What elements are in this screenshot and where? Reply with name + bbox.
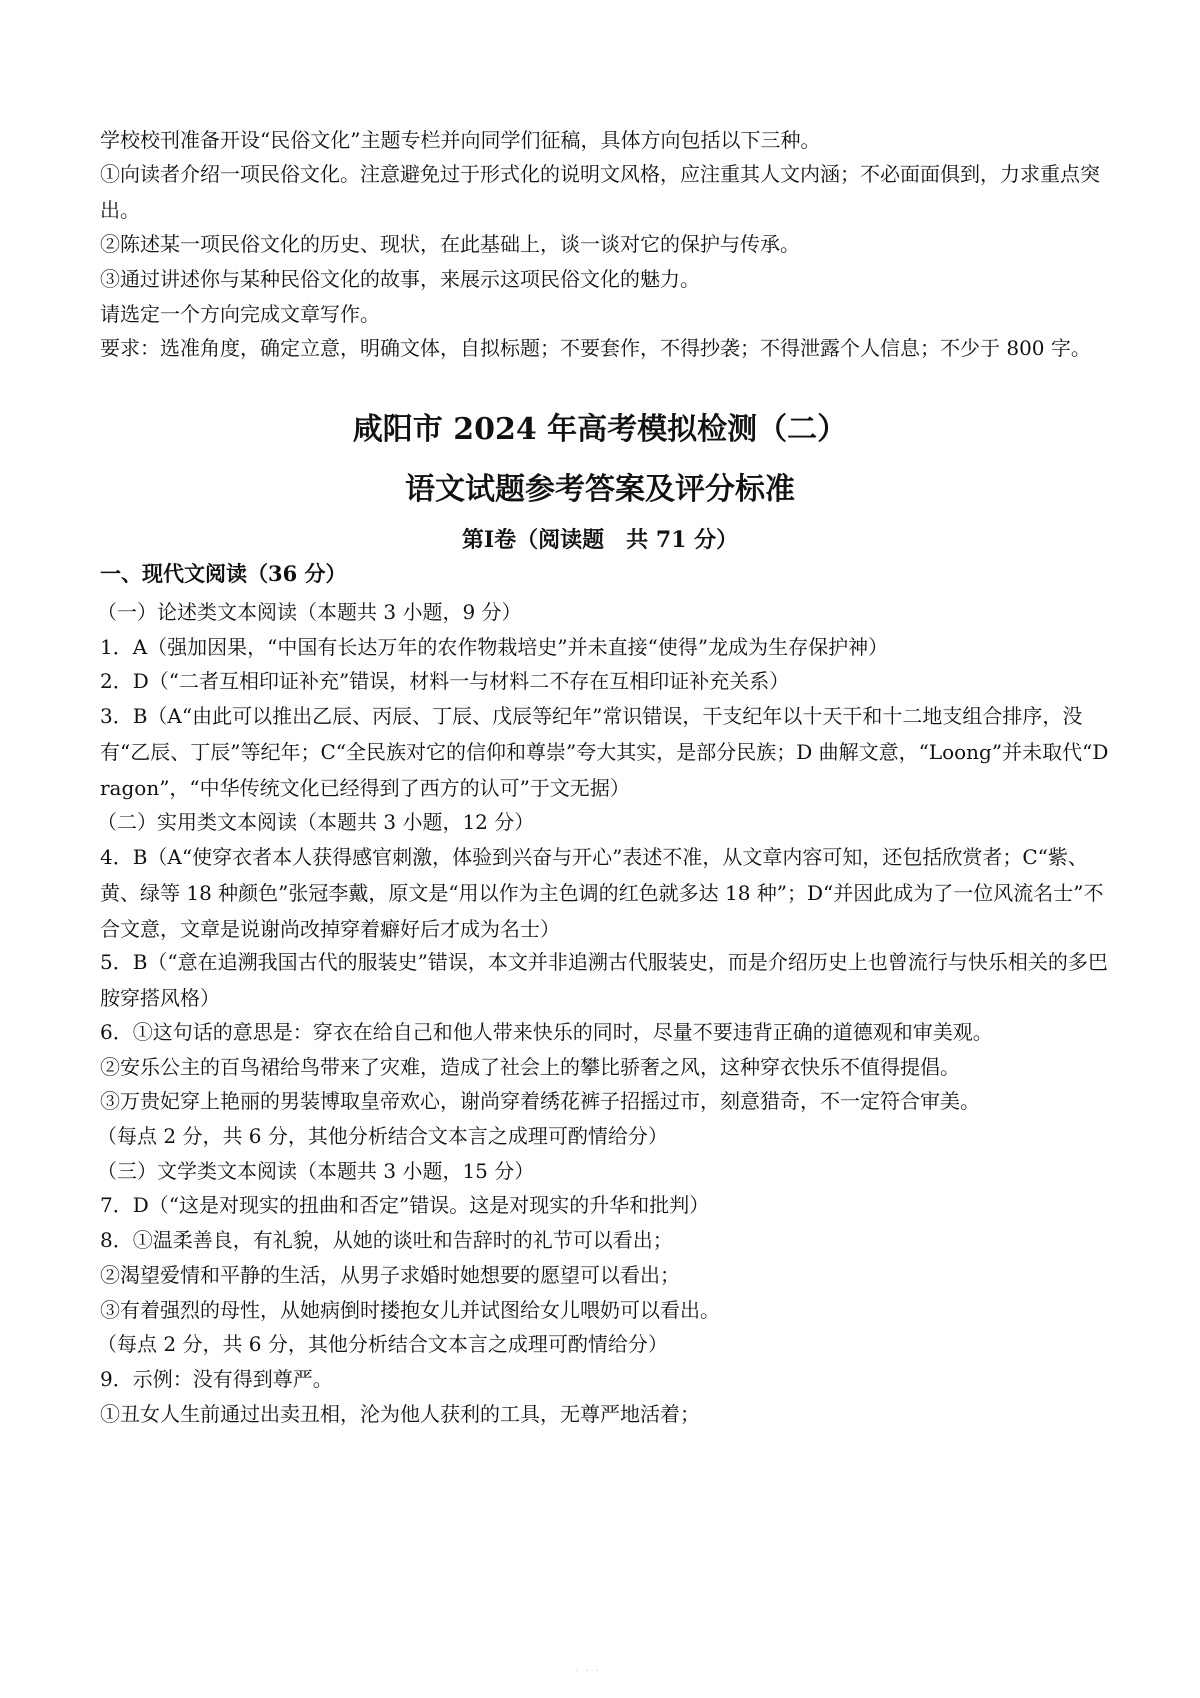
answer-7: 7．D（“这是对现实的扭曲和否定”错误。这是对现实的升华和批判） [100,1193,710,1217]
part-heading-1: （一）论述类文本阅读（本题共 3 小题，9 分） [97,600,522,624]
answer-1: 1．A（强加因果，“中国有长达万年的农作物栽培史”并未直接“使得”龙成为生存保护神） [100,635,889,659]
answer-6-point-3: ③万贵妃穿上艳丽的男装博取皇帝欢心，谢尚穿着绣花裤子招摇过市，刻意猎奇，不一定符合审美。 [100,1089,980,1113]
intro-option-2: ②陈述某一项民俗文化的历史、现状，在此基础上，谈一谈对它的保护与传承。 [100,232,800,256]
answer-9-point-1: ①丑女人生前通过出卖丑相，沦为他人获利的工具，无尊严地活着； [100,1402,700,1426]
answer-8-point-1: 8．①温柔善良，有礼貌，从她的谈吐和告辞时的礼节可以看出； [100,1228,673,1252]
answer-3: 3．B（A“由此可以推出乙辰、丙辰、丁辰、戊辰等纪年”常识错误，干支纪年以十天干和十二地支组合排序，没有“乙辰、丁辰”等纪年；C“全民族对它的信仰和尊崇”夸大其实，是部分民族；D 曲解文意，“Loong”并未取代“Dragon”，“中华传统文化已经得到了西方的认可”于文无据） [100,704,1109,800]
answer-2: 2．D（“二者互相印证补充”错误，材料一与材料二不存在互相印证补充关系） [100,669,790,693]
exam-title: 咸阳市 2024 年高考模拟检测（二） [352,412,848,447]
answer-6-scoring-note: （每点 2 分，共 6 分，其他分析结合文本言之成理可酌情给分） [97,1124,668,1148]
intro-requirements: 要求：选准角度，确定立意，明确文体，自拟标题；不要套作，不得抄袭；不得泄露个人信息；不少于 800 字。 [100,336,1091,360]
part-heading-3: （三）文学类文本阅读（本题共 3 小题，15 分） [97,1159,535,1183]
section-heading: 一、现代文阅读（36 分） [100,561,347,586]
intro-line-1: 学校校刊准备开设“民俗文化”主题专栏并向同学们征稿，具体方向包括以下三种。 [100,128,821,152]
intro-instruction: 请选定一个方向完成文章写作。 [100,302,380,326]
answer-6-point-2: ②安乐公主的百鸟裙给鸟带来了灾难，造成了社会上的攀比骄奢之风，这种穿衣快乐不值得提倡。 [100,1055,960,1079]
answer-8-scoring-note: （每点 2 分，共 6 分，其他分析结合文本言之成理可酌情给分） [97,1332,668,1356]
page-footer-mark: · · · [575,1666,601,1677]
answer-4: 4．B（A“使穿衣者本人获得感官刺激，体验到兴奋与开心”表述不准，从文章内容可知，还包括欣赏者；C“紫、黄、绿等 18 种颜色”张冠李戴，原文是“用以作为主色调的红色就多达 18 种”；D“并因此成为了一位风流名士”不合文意，文章是说谢尚改掉穿着癖好后才成为名士） [100,845,1104,941]
intro-option-1: ①向读者介绍一项民俗文化。注意避免过于形式化的说明文风格，应注重其人文内涵；不必面面俱到，力求重点突出。 [100,162,1100,222]
answer-5: 5．B（“意在追溯我国古代的服装史”错误，本文并非追溯古代服装史，而是介绍历史上也曾流行与快乐相关的多巴胺穿搭风格） [100,950,1108,1010]
answer-9-intro: 9．示例：没有得到尊严。 [100,1367,333,1391]
volume-heading: 第Ⅰ卷（阅读题 共 71 分） [461,527,739,553]
part-heading-2: （二）实用类文本阅读（本题共 3 小题，12 分） [97,810,535,834]
intro-option-3: ③通过讲述你与某种民俗文化的故事，来展示这项民俗文化的魅力。 [100,267,700,291]
answer-8-point-2: ②渴望爱情和平静的生活，从男子求婚时她想要的愿望可以看出； [100,1263,680,1287]
answer-6-point-1: 6．①这句话的意思是：穿衣在给自己和他人带来快乐的同时，尽量不要违背正确的道德观和审美观。 [100,1020,993,1044]
exam-subtitle: 语文试题参考答案及评分标准 [405,472,795,507]
answer-8-point-3: ③有着强烈的母性，从她病倒时搂抱女儿并试图给女儿喂奶可以看出。 [100,1298,720,1322]
